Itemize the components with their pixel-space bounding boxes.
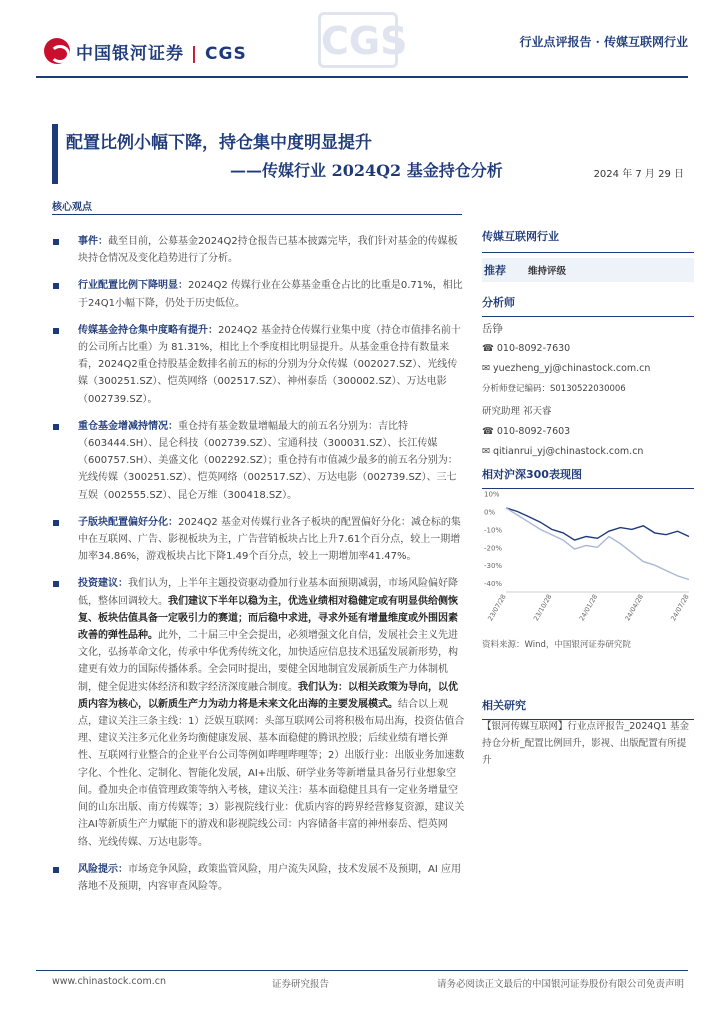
rating-label: 推荐 <box>484 264 506 277</box>
performance-chart <box>484 484 694 624</box>
company-logo: 中国银河证券 | CGS <box>44 38 247 64</box>
analyst-name: 岳铮 <box>482 323 503 335</box>
footer-divider <box>36 970 688 971</box>
footer-url[interactable]: www.chinastock.com.cn <box>52 976 166 987</box>
series-line-沪深300 <box>506 508 689 540</box>
footer-disclaimer: 请务必阅读正文最后的中国银河证券股份有限公司免责声明 <box>436 979 684 990</box>
y-tick-label: -20% <box>484 544 503 553</box>
sidebar-industry: 传媒互联网行业 <box>482 228 694 253</box>
brand-en: CGS <box>205 43 247 64</box>
assistant-section <box>482 402 694 462</box>
analyst-section: 分析师 岳铮 ☎ 010-8092-7630 ✉ yuezheng_yj@chinastock.com.cn 分析师登记编码：S0130522030006 <box>482 294 694 399</box>
y-tick-label: -10% <box>484 526 503 535</box>
x-tick-label: 24/01/28 <box>577 593 600 623</box>
x-tick-label: 23/07/28 <box>486 593 508 623</box>
y-tick-label: 10% <box>484 490 500 499</box>
x-tick-label: 23/10/28 <box>531 593 554 623</box>
cgs-logo-icon <box>44 38 70 64</box>
analyst-email[interactable]: yuezheng_yj@chinastock.com.cn <box>492 363 651 374</box>
phone-icon: ☎ <box>482 343 497 354</box>
report-date: 2024 年 7 月 29 日 <box>593 169 684 180</box>
analyst-phone: 010-8092-7630 <box>496 343 571 354</box>
bullet-list <box>52 233 466 905</box>
y-tick-label: -30% <box>484 562 503 571</box>
bullet-holdings-change: 重仓基金增减持情况：重仓持有基金数量增幅最大的前五名分别为：吉比特（603444.SH）、昆仑科技（002739.SZ）、宝通科技（300031.SZ）、长江传媒（600757.SH）、美盛文化（002292.SZ）；重仓持有市值减少最多的前五名分别为：光线传媒（300251.SZ）、恺英网络（002517.SZ）、万达电影（002739.SZ）、三七互娱（002555.SZ）、昆仑万维（300418.SZ）。 <box>52 418 466 504</box>
header-divider <box>36 76 688 78</box>
core-divider <box>52 214 462 215</box>
brand-cn: 中国银河证券 <box>76 43 184 64</box>
rating-value: 维持评级 <box>528 266 567 277</box>
chart-source: 资料来源：Wind，中国银河证券研究院 <box>482 640 631 650</box>
bullet-event: 事件：截至目前，公募基金2024Q2持仓报告已基本披露完毕，我们针对基金的传媒板块持仓情况及变化趋势进行了分析。 <box>52 233 466 267</box>
report-type: 行业点评报告 · 传媒互联网行业 <box>519 35 688 49</box>
page-subtitle: ——传媒行业 2024Q2 基金持仓分析 <box>230 161 503 180</box>
y-tick-label: -40% <box>484 580 503 589</box>
bullet-investment-advice: 投资建议：我们认为，上半年主题投资驱动叠加行业基本面预期减弱，市场风险偏好降低，整体回调较大。我们建议下半年以稳为主，优选业绩相对稳健定或有明显供给侧恢复、板块估值具备一定吸引力的赛道；而后稳中求进，寻求外延有增量维度或外围因素改善的弹性品种。此外，二十届三中全会提出，必须增强文化自信，发展社会主义先进文化，弘扬革命文化，传承中华优秀传统文化，加快适应信息技术迅猛发展新形势，构建更有效力的国际传播体系。全会同时提出，要健全因地制宜发展新质生产力体制机制，健全促进实体经济和数字经济深度融合制度。我们认为：以相关政策为导向，以优质内容为核心，以新质生产力为动力将是未来文化出海的主要发展模式。结合以上观点，建议关注三条主线：1）泛娱互联网：头部互联网公司将积极布局出海，投资估值合理、建议关注多元化业务均衡健康发展、基本面稳健的腾讯控股；后续业绩有增长弹性、互联网行业整合的企业平台公司等例如哔哩哔哩等；2）出版行业：出版业务加速数字化、个性化、定制化、智能化发展，AI+出版、研学业务等新增量具备另行业想象空间。叠加央企市值管理政策等纳入考核，建议关注：基本面稳健且具有一定业务增量空间的山东出版、南方传媒等；3）影视院线行业：优质内容的跨界经营修复资源，建议关注AI等新质生产力赋能下的游戏和影视院线公司：内容储备丰富的神州泰岳、恺英网络、光线传媒、万达电影等。 <box>52 575 466 850</box>
phone-icon: ☎ <box>482 426 497 437</box>
title-accent-bar <box>52 124 58 184</box>
core-label: 核心观点 <box>52 202 92 213</box>
bullet-subsector: 子版块配置偏好分化：2024Q2 基金对传媒行业各子板块的配置偏好分化：减仓标的集中在互联网、广告、影视板块为主，广告营销板块占比上升7.61个百分点，较上一期增加率34.86%，游戏板块占比下降1.49个百分点，较上一期增加率41.47%。 <box>52 514 466 566</box>
rating-box <box>482 258 694 282</box>
bullet-risk: 风险提示：市场竞争风险，政策监管风险，用户流失风险，技术发展不及预期，AI 应用落地不及预期，内容审查风险等。 <box>52 861 466 895</box>
x-tick-label: 24/07/28 <box>669 593 691 623</box>
x-tick-label: 24/04/28 <box>623 593 645 623</box>
assistant-name: 研究助理 祁天睿 <box>482 406 552 417</box>
watermark: CGS <box>318 12 398 68</box>
bullet-concentration: 传媒基金持仓集中度略有提升：2024Q2 基金持仓传媒行业集中度（持仓市值排名前十的公司所占比重）为 81.31%，相比上个季度相比明显提升。从基金重仓持有数量来看，2024Q2重仓持股基金数排名前五的标的分别为分众传媒（002027.SZ）、光线传媒（300251.SZ）、恺英网络（002517.SZ）、神州泰岳（300002.SZ）、万达电影（002739.SZ）。 <box>52 322 466 408</box>
bullet-allocation: 行业配置比例下降明显：2024Q2 传媒行业在公募基金重仓占比的比重是0.71%，相比于24Q1小幅下降，仍处于历史低位。 <box>52 277 466 311</box>
y-tick-label: 0% <box>484 508 496 517</box>
footer-type: 证券研究报告 <box>272 979 330 990</box>
page-title: 配置比例小幅下降，持仓集中度明显提升 <box>66 133 372 153</box>
assistant-phone: 010-8092-7603 <box>496 426 571 437</box>
chart-title: 相对沪深300表现图 <box>482 466 694 489</box>
assistant-email[interactable]: qitianrui_yj@chinastock.com.cn <box>492 446 644 457</box>
email-icon: ✉ <box>482 446 493 457</box>
analyst-cert: 分析师登记编码：S0130522030006 <box>482 384 626 394</box>
related-title: 相关研究 <box>482 697 694 720</box>
email-icon: ✉ <box>482 363 493 374</box>
related-report-link[interactable]: 【银河传媒互联网】行业点评报告_2024Q1 基金持仓分析_配置比例回升，影视、出版配置有所提升 <box>482 721 689 766</box>
